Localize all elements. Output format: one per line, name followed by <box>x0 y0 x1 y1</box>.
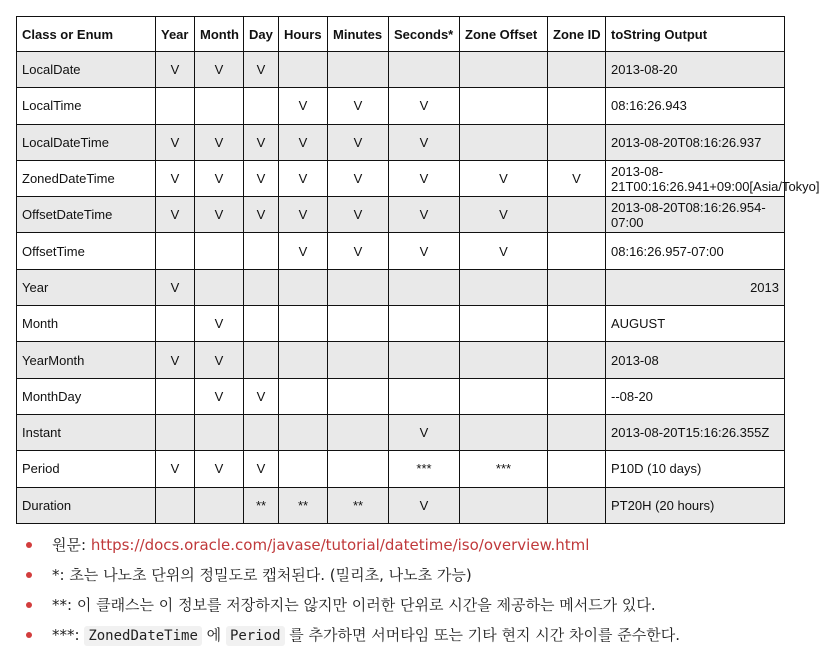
support-mark-cell: V <box>389 124 460 160</box>
support-mark-cell <box>389 342 460 378</box>
bullet-icon <box>26 602 32 608</box>
support-mark-cell <box>548 414 606 450</box>
column-header: Year <box>156 17 195 52</box>
table-row <box>17 451 785 487</box>
support-mark-cell <box>460 378 548 414</box>
support-mark-cell: V <box>389 414 460 450</box>
support-mark-cell <box>195 88 244 124</box>
column-header: Day <box>244 17 279 52</box>
support-mark-cell: V <box>389 88 460 124</box>
support-mark-cell: V <box>244 451 279 487</box>
period-note-prefix: ***: <box>52 626 85 644</box>
support-mark-cell <box>389 306 460 342</box>
period-note-mid: 에 <box>201 626 226 644</box>
support-mark-cell <box>244 88 279 124</box>
support-mark-cell <box>328 269 389 305</box>
methods-note-text: **: 이 클래스는 이 정보를 저장하지는 않지만 이러한 단위로 시간을 제공하는 메서드가 있다. <box>52 596 656 614</box>
support-mark-cell: V <box>156 269 195 305</box>
support-mark-cell: V <box>244 378 279 414</box>
period-note-suffix: 를 추가하면 서머타임 또는 기타 현지 시간 차이를 준수한다. <box>284 626 680 644</box>
support-mark-cell <box>279 269 328 305</box>
support-mark-cell: *** <box>389 451 460 487</box>
support-mark-cell <box>279 306 328 342</box>
support-mark-cell: V <box>156 451 195 487</box>
table-row <box>17 342 785 378</box>
tostring-output-cell: 08:16:26.957-07:00 <box>606 233 785 269</box>
class-name-cell: ZonedDateTime <box>17 160 156 196</box>
support-mark-cell <box>244 269 279 305</box>
tostring-output-cell: 2013-08-20 <box>606 52 785 88</box>
period-code: Period <box>226 626 285 646</box>
support-mark-cell <box>389 269 460 305</box>
support-mark-cell <box>460 306 548 342</box>
class-name-cell: YearMonth <box>17 342 156 378</box>
support-mark-cell <box>460 269 548 305</box>
support-mark-cell: V <box>460 233 548 269</box>
footnotes-list <box>0 530 800 650</box>
support-mark-cell: ** <box>244 487 279 523</box>
support-mark-cell: V <box>279 197 328 233</box>
support-mark-cell: *** <box>460 451 548 487</box>
support-mark-cell: V <box>389 487 460 523</box>
support-mark-cell <box>195 414 244 450</box>
tostring-output-cell: 2013-08 <box>606 342 785 378</box>
support-mark-cell <box>156 306 195 342</box>
period-note <box>0 620 800 650</box>
support-mark-cell <box>279 378 328 414</box>
support-mark-cell: V <box>195 306 244 342</box>
support-mark-cell: V <box>195 124 244 160</box>
support-mark-cell <box>328 414 389 450</box>
table-row <box>17 233 785 269</box>
support-mark-cell <box>548 88 606 124</box>
support-mark-cell <box>460 487 548 523</box>
column-header: Seconds* <box>389 17 460 52</box>
tostring-output-cell: 2013 <box>606 269 785 305</box>
seconds-note-text: *: 초는 나노초 단위의 정밀도로 캡처된다. (밀리초, 나노초 가능) <box>52 566 472 584</box>
support-mark-cell: V <box>328 160 389 196</box>
seconds-note <box>0 560 800 590</box>
header-row <box>17 17 785 52</box>
bullet-icon <box>26 632 32 638</box>
support-mark-cell <box>460 124 548 160</box>
support-mark-cell <box>548 306 606 342</box>
support-mark-cell <box>279 342 328 378</box>
support-mark-cell <box>328 378 389 414</box>
support-mark-cell <box>156 233 195 269</box>
support-mark-cell <box>244 342 279 378</box>
class-name-cell: LocalDateTime <box>17 124 156 160</box>
support-mark-cell: V <box>156 52 195 88</box>
support-mark-cell <box>548 197 606 233</box>
table-row <box>17 88 785 124</box>
column-header: Class or Enum <box>17 17 156 52</box>
support-mark-cell <box>460 342 548 378</box>
column-header: Minutes <box>328 17 389 52</box>
table-body <box>17 52 820 524</box>
bullet-icon <box>26 542 32 548</box>
support-mark-cell: V <box>156 124 195 160</box>
support-mark-cell <box>279 52 328 88</box>
support-mark-cell: V <box>389 233 460 269</box>
support-mark-cell <box>195 487 244 523</box>
support-mark-cell <box>328 306 389 342</box>
support-mark-cell: V <box>460 160 548 196</box>
tostring-output-cell: 2013-08-21T00:16:26.941+09:00[Asia/Tokyo] <box>606 160 785 196</box>
class-name-cell: OffsetTime <box>17 233 156 269</box>
support-mark-cell <box>328 451 389 487</box>
table-row <box>17 52 785 88</box>
support-mark-cell <box>548 233 606 269</box>
table-row <box>17 124 785 160</box>
support-mark-cell <box>195 233 244 269</box>
support-mark-cell: V <box>328 88 389 124</box>
support-mark-cell: V <box>328 197 389 233</box>
bullet-icon <box>26 572 32 578</box>
class-name-cell: Instant <box>17 414 156 450</box>
tostring-output-cell: --08-20 <box>606 378 785 414</box>
support-mark-cell: V <box>195 52 244 88</box>
column-header: Zone ID <box>548 17 606 52</box>
support-mark-cell <box>156 88 195 124</box>
table-row <box>17 414 785 450</box>
support-mark-cell: V <box>244 197 279 233</box>
support-mark-cell <box>389 378 460 414</box>
tostring-output-cell: 08:16:26.943 <box>606 88 785 124</box>
datetime-class-table <box>16 16 820 524</box>
support-mark-cell: V <box>195 378 244 414</box>
support-mark-cell <box>460 52 548 88</box>
support-mark-cell: V <box>195 160 244 196</box>
class-name-cell: MonthDay <box>17 378 156 414</box>
support-mark-cell: V <box>548 160 606 196</box>
support-mark-cell: V <box>279 160 328 196</box>
class-name-cell: OffsetDateTime <box>17 197 156 233</box>
tostring-output-cell: 2013-08-20T08:16:26.937 <box>606 124 785 160</box>
support-mark-cell <box>548 124 606 160</box>
tostring-output-cell: PT20H (20 hours) <box>606 487 785 523</box>
column-header: toString Output <box>606 17 785 52</box>
class-name-cell: LocalDate <box>17 52 156 88</box>
table-row <box>17 306 785 342</box>
support-mark-cell <box>244 414 279 450</box>
support-mark-cell: V <box>156 160 195 196</box>
support-mark-cell <box>244 306 279 342</box>
support-mark-cell: V <box>244 52 279 88</box>
support-mark-cell <box>244 233 279 269</box>
support-mark-cell <box>156 487 195 523</box>
support-mark-cell: V <box>156 197 195 233</box>
support-mark-cell <box>328 342 389 378</box>
table-row <box>17 160 785 196</box>
support-mark-cell <box>279 414 328 450</box>
table-row <box>17 378 785 414</box>
support-mark-cell: V <box>279 88 328 124</box>
column-header: Hours <box>279 17 328 52</box>
tostring-output-cell: 2013-08-20T15:16:26.355Z <box>606 414 785 450</box>
support-mark-cell <box>156 378 195 414</box>
support-mark-cell <box>548 451 606 487</box>
support-mark-cell: V <box>195 197 244 233</box>
table-row <box>17 487 785 523</box>
support-mark-cell <box>328 52 389 88</box>
support-mark-cell: V <box>195 342 244 378</box>
tostring-output-cell: AUGUST <box>606 306 785 342</box>
support-mark-cell <box>279 451 328 487</box>
datetime-table-container <box>16 16 820 524</box>
support-mark-cell <box>156 414 195 450</box>
support-mark-cell <box>460 88 548 124</box>
methods-note <box>0 590 800 620</box>
tostring-output-cell: P10D (10 days) <box>606 451 785 487</box>
support-mark-cell <box>548 487 606 523</box>
class-name-cell: Duration <box>17 487 156 523</box>
support-mark-cell: ** <box>279 487 328 523</box>
support-mark-cell: V <box>195 451 244 487</box>
source-link[interactable]: https://docs.oracle.com/javase/tutorial/datetime/iso/overview.html <box>90 536 590 554</box>
support-mark-cell <box>548 342 606 378</box>
class-name-cell: Period <box>17 451 156 487</box>
table-row <box>17 197 785 233</box>
source-label: 원문: <box>52 536 91 554</box>
support-mark-cell: V <box>279 124 328 160</box>
column-header: Zone Offset <box>460 17 548 52</box>
support-mark-cell <box>389 52 460 88</box>
support-mark-cell <box>195 269 244 305</box>
support-mark-cell: V <box>156 342 195 378</box>
tostring-output-cell: 2013-08-20T08:16:26.954-07:00 <box>606 197 785 233</box>
table-row <box>17 269 785 305</box>
support-mark-cell: V <box>389 197 460 233</box>
support-mark-cell <box>548 52 606 88</box>
class-name-cell: Month <box>17 306 156 342</box>
support-mark-cell: ** <box>328 487 389 523</box>
support-mark-cell <box>548 378 606 414</box>
support-mark-cell: V <box>244 160 279 196</box>
class-name-cell: LocalTime <box>17 88 156 124</box>
column-header: Month <box>195 17 244 52</box>
support-mark-cell: V <box>389 160 460 196</box>
support-mark-cell: V <box>328 233 389 269</box>
support-mark-cell: V <box>460 197 548 233</box>
zoneddatetime-code: ZonedDateTime <box>84 626 202 646</box>
support-mark-cell: V <box>279 233 328 269</box>
support-mark-cell: V <box>328 124 389 160</box>
support-mark-cell <box>460 414 548 450</box>
source-note <box>0 530 800 560</box>
class-name-cell: Year <box>17 269 156 305</box>
support-mark-cell <box>548 269 606 305</box>
support-mark-cell: V <box>244 124 279 160</box>
